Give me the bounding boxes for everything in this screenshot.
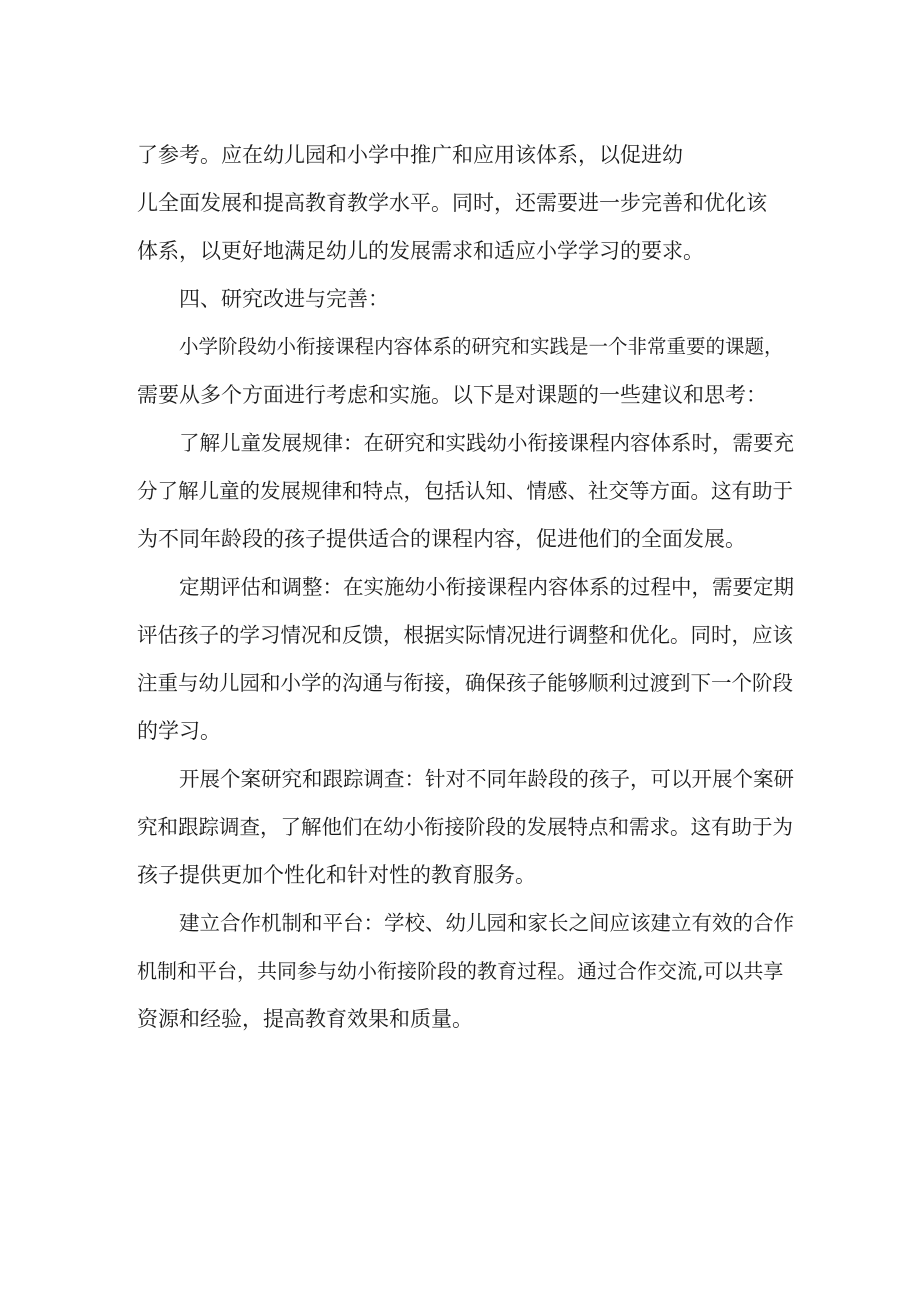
- text-line: 儿全面发展和提高教育教学水平。同时，还需要进一步完善和优化该: [137, 191, 767, 215]
- text-line: 了参考。应在幼儿园和小学中推广和应用该体系，以促进幼: [137, 143, 683, 167]
- text-line: 孩子提供更加个性化和针对性的教育服务。: [137, 863, 536, 887]
- text-line: 小学阶段幼小衔接课程内容体系的研究和实践是一个非常重要的课题，: [179, 335, 784, 358]
- text-line: 为不同年龄段的孩子提供适合的课程内容，促进他们的全面发展。: [137, 527, 746, 551]
- text-line: 的学习。: [137, 719, 221, 743]
- text-line: 究和跟踪调查，了解他们在幼小衔接阶段的发展特点和需求。这有助于为: [137, 815, 793, 839]
- text-line: 定期评估和调整：在实施幼小衔接课程内容体系的过程中，需要定期: [179, 575, 794, 599]
- text-line: 了解儿童发展规律：在研究和实践幼小衔接课程内容体系时，需要充: [179, 431, 794, 455]
- text-line: 体系，以更好地满足幼儿的发展需求和适应小学学习的要求。: [137, 239, 704, 263]
- text-line: 需要从多个方面进行考虑和实施。以下是对课题的一些建议和思考：: [137, 383, 767, 407]
- text-line: 资源和经验，提高教育效果和质量。: [137, 1007, 473, 1031]
- document-body: [137, 137, 797, 1049]
- text-line: 评估孩子的学习情况和反馈，根据实际情况进行调整和优化。同时，应该: [137, 623, 793, 647]
- text-line: 开展个案研究和跟踪调查：针对不同年龄段的孩子，可以开展个案研: [179, 767, 794, 791]
- text-line: 注重与幼儿园和小学的沟通与衔接，确保孩子能够顺利过渡到下一个阶段: [137, 671, 793, 695]
- text-line: 分了解儿童的发展规律和特点，包括认知、情感、社交等方面。这有助于: [137, 479, 793, 503]
- text-line: 建立合作机制和平台：学校、幼儿园和家长之间应该建立有效的合作: [179, 911, 794, 935]
- section-heading: 四、研究改进与完善：: [179, 287, 389, 311]
- text-line: 机制和平台，共同参与幼小衔接阶段的教育过程。通过合作交流,可以共享: [137, 959, 784, 983]
